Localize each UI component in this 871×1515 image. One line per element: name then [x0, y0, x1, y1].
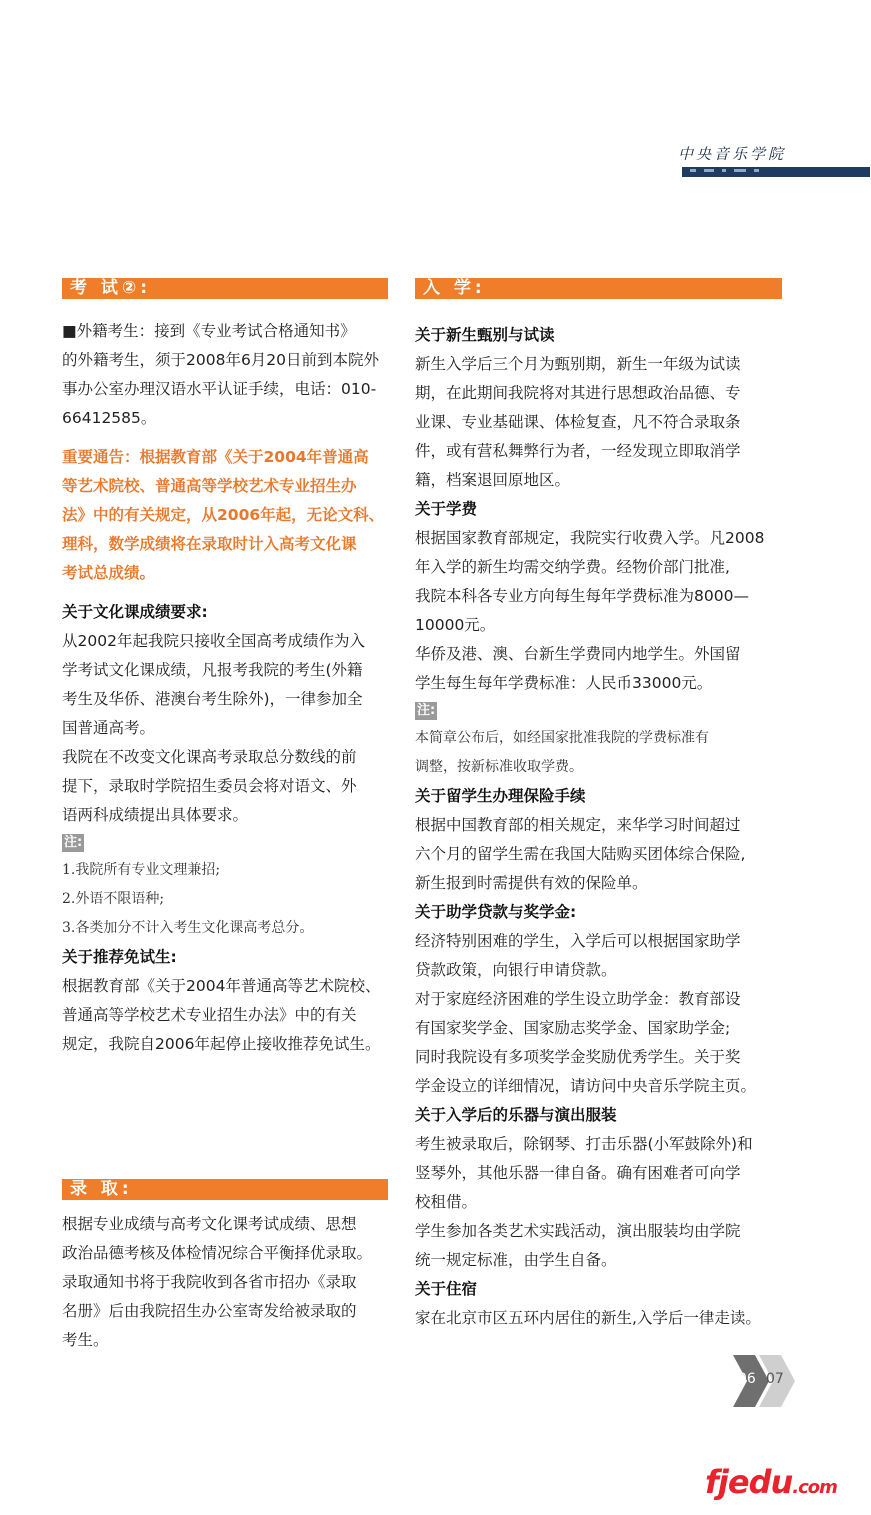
- text-line: 考生。: [62, 1331, 109, 1349]
- text-line: 根据专业成绩与高考文化课考试成绩、思想: [62, 1215, 357, 1233]
- notes-list: [62, 856, 388, 943]
- trial-para: [415, 350, 782, 495]
- notice-line: 重要通告：根据教育部《关于2004年普通高: [62, 448, 369, 466]
- note-item: 1.我院所有专业文理兼招;: [62, 862, 221, 878]
- text-line: 有国家奖学金、国家励志奖学金、国家助学金;: [415, 1019, 731, 1037]
- fee-para-1: [415, 524, 782, 640]
- text-line: 经济特别困难的学生，入学后可以根据国家助学: [415, 932, 741, 950]
- left-column: [62, 278, 388, 1355]
- note-item: 3.各类加分不计入考生文化课高考总分。: [62, 920, 314, 936]
- logo-stripe: [682, 167, 870, 177]
- text-line: 根据国家教育部规定，我院实行收费入学。凡2008: [415, 529, 765, 547]
- text-line: 学生每生每年学费标准：人民币33000元。: [415, 674, 713, 692]
- culture-para-1: [62, 627, 388, 743]
- text-line: 考生及华侨、港澳台考生除外)，一律参加全: [62, 690, 363, 708]
- notice-line: 等艺术院校、普通高等学校艺术专业招生办: [62, 477, 357, 495]
- school-logo-text: 中央音乐学院: [678, 145, 787, 163]
- text-line: 六个月的留学生需在我国大陆购买团体综合保险,: [415, 845, 746, 863]
- note-line: 调整，按新标准收取学费。: [415, 759, 583, 775]
- text-line: 竖琴外，其他乐器一律自备。确有困难者可向学: [415, 1164, 741, 1182]
- recommend-heading: 关于推荐免试生:: [62, 948, 177, 966]
- housing-heading: 关于住宿: [415, 1280, 478, 1298]
- text-line: 家在北京市区五环内居住的新生,入学后一律走读。: [415, 1309, 761, 1327]
- loan-heading: 关于助学贷款与奖学金:: [415, 903, 577, 921]
- fee-heading: 关于学费: [415, 500, 478, 518]
- loan-para-1: [415, 927, 782, 985]
- text-line: 10000元。: [415, 616, 496, 634]
- text-line: 的外籍考生，须于2008年6月20日前到本院外: [62, 351, 380, 369]
- text-line: 新生报到时需提供有效的保险单。: [415, 874, 648, 892]
- text-line: 年入学的新生均需交纳学费。经物价部门批准,: [415, 558, 730, 576]
- text-line: 业课、专业基础课、体检复查，凡不符合录取条: [415, 413, 741, 431]
- enrollment-section-title: 入 学:: [415, 278, 782, 299]
- text-line: 普通高等学校艺术专业招生办法》中的有关: [62, 1006, 357, 1024]
- admission-section-title: 录 取:: [62, 1179, 388, 1200]
- text-line: 根据教育部《关于2004年普通高等艺术院校、: [62, 977, 381, 995]
- fee-para-2: [415, 640, 782, 698]
- watermark-tld: .com: [792, 1477, 837, 1498]
- watermark-name: fjedu: [705, 1463, 793, 1501]
- trial-heading: 关于新生甄别与试读: [415, 326, 555, 344]
- housing-para: [415, 1304, 782, 1333]
- text-line: 新生入学后三个月为甄别期，新生一年级为试读: [415, 355, 741, 373]
- text-line: 政治品德考核及体检情况综合平衡择优录取。: [62, 1244, 373, 1262]
- site-watermark: [705, 1462, 865, 1502]
- note-line: 本简章公布后，如经国家批准我院的学费标准有: [415, 730, 709, 746]
- text-line: 华侨及港、澳、台新生学费同内地学生。外国留: [415, 645, 741, 663]
- text-line: 期，在此期间我院将对其进行思想政治品德、专: [415, 384, 741, 402]
- text-line: 录取通知书将于我院收到各省市招办《录取: [62, 1273, 357, 1291]
- instrument-para-1: [415, 1130, 782, 1217]
- recommend-para: [62, 972, 388, 1059]
- text-line: 学考试文化课成绩，凡报考我院的考生(外籍: [62, 661, 363, 679]
- fee-note-label: 注:: [417, 703, 436, 718]
- insurance-heading: 关于留学生办理保险手续: [415, 787, 586, 805]
- text-line: 统一规定标准，由学生自备。: [415, 1251, 617, 1269]
- text-line: 学金设立的详细情况，请访问中央音乐学院主页。: [415, 1077, 757, 1095]
- text-line: 我院本科各专业方向每生每年学费标准为8000—: [415, 587, 749, 605]
- right-column: [415, 278, 782, 1333]
- culture-para-2: [62, 743, 388, 830]
- text-line: 事办公室办理汉语水平认证手续，电话：010-: [62, 380, 377, 398]
- text-line: 语两科成绩提出具体要求。: [62, 806, 249, 824]
- page-number-left: 06: [738, 1371, 756, 1387]
- text-line: 从2002年起我院只接收全国高考成绩作为入: [62, 632, 365, 650]
- admission-para: [62, 1210, 388, 1355]
- text-line: 提下，录取时学院招生委员会将对语文、外: [62, 777, 357, 795]
- text-line: 贷款政策，向银行申请贷款。: [415, 961, 617, 979]
- fee-note: [415, 724, 782, 782]
- exam-section-title: 考 试②:: [62, 278, 388, 299]
- notice-line: 理科，数学成绩将在录取时计入高考文化课: [62, 535, 357, 553]
- text-line: 学生参加各类艺术实践活动，演出服装均由学院: [415, 1222, 741, 1240]
- text-line: 考生被录取后，除钢琴、打击乐器(小军鼓除外)和: [415, 1135, 753, 1153]
- text-line: 66412585。: [62, 409, 157, 427]
- text-line: 规定，我院自2006年起停止接收推荐免试生。: [62, 1035, 381, 1053]
- text-line: 件，或有营私舞弊行为者，一经发现立即取消学: [415, 442, 741, 460]
- instrument-para-2: [415, 1217, 782, 1275]
- culture-heading: 关于文化课成绩要求:: [62, 603, 208, 621]
- foreign-students-para: [62, 317, 388, 433]
- text-line: 名册》后由我院招生办公室寄发给被录取的: [62, 1302, 357, 1320]
- text-line: 校租借。: [415, 1193, 478, 1211]
- instrument-heading: 关于入学后的乐器与演出服装: [415, 1106, 617, 1124]
- note-item: 2.外语不限语种;: [62, 891, 165, 907]
- text-line: ■外籍考生：接到《专业考试合格通知书》: [62, 322, 356, 340]
- notice-line: 法》中的有关规定，从2006年起，无论文科、: [62, 506, 385, 524]
- insurance-para: [415, 811, 782, 898]
- text-line: 同时我院设有多项奖学金奖励优秀学生。关于奖: [415, 1048, 741, 1066]
- page-number-right: 07: [766, 1371, 784, 1387]
- text-line: 我院在不改变文化课高考录取总分数线的前: [62, 748, 357, 766]
- notice-line: 考试总成绩。: [62, 564, 156, 582]
- loan-para-2: [415, 985, 782, 1101]
- text-line: 籍，档案退回原地区。: [415, 471, 571, 489]
- text-line: 根据中国教育部的相关规定，来华学习时间超过: [415, 816, 741, 834]
- important-notice: [62, 443, 388, 588]
- text-line: 对于家庭经济困难的学生设立助学金：教育部设: [415, 990, 741, 1008]
- text-line: 国普通高考。: [62, 719, 156, 737]
- note-label: 注:: [64, 835, 83, 850]
